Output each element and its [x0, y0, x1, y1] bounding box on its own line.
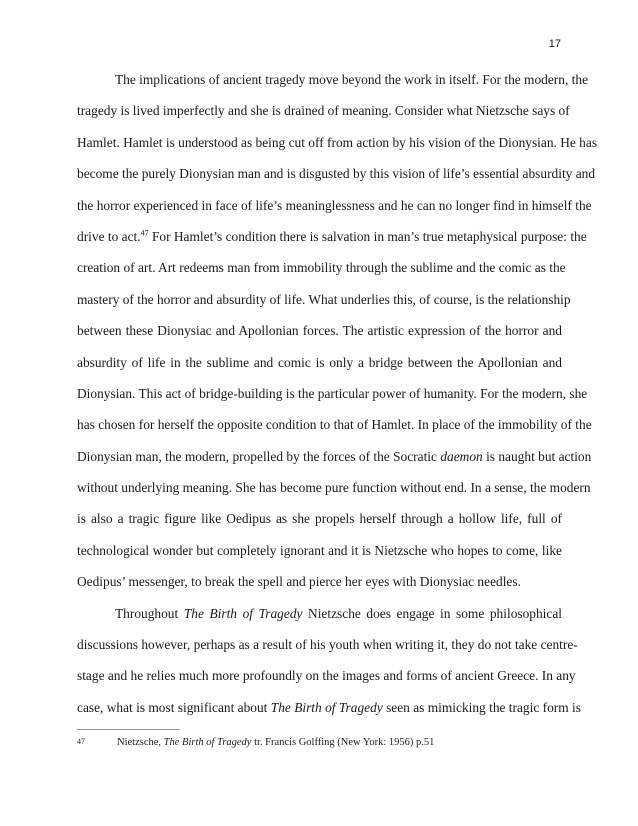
book-title: The Birth of Tragedy — [270, 699, 383, 715]
text-segment: drive to act. — [77, 228, 141, 244]
text-line: Hamlet. Hamlet is understood as being cut off from action by his vision of the Dionysian. He has — [77, 134, 598, 150]
text-line: is also a tragic figure like Oedipus as she propels herself through a hollow life, full of — [77, 511, 562, 527]
text-line — [77, 598, 562, 629]
text-segment: is naught but action — [482, 448, 592, 464]
text-line: become the purely Dionysian man and is disgusted by this vision of life’s essential absurdity and — [77, 166, 596, 182]
text-line: creation of art. Art redeems man from immobility through the sublime and the comic as the — [77, 260, 566, 276]
footnote-reference: 47 — [140, 228, 149, 238]
text-segment: seen as mimicking the tragic form is — [382, 699, 581, 715]
text-segment: Dionysian man, the modern, propelled by the forces of the Socratic — [77, 448, 441, 464]
body-text — [77, 64, 598, 723]
footnote-number: 47 — [77, 737, 85, 746]
text-line: Dionysian. This act of bridge-building is the particular power of humanity. For the modern, she — [77, 385, 588, 401]
text-line: between these Dionysiac and Apollonian forces. The artistic expression of the horror and — [77, 323, 562, 339]
italic-term: daemon — [440, 448, 483, 464]
text-line: technological wonder but completely ignorant and it is Nietzsche who hopes to come, like — [77, 542, 562, 558]
text-line — [77, 441, 592, 472]
text-line: mastery of the horror and absurdity of life. What underlies this, of course, is the relationship — [77, 291, 571, 307]
footnote-citation: tr. Francis Golffing (New York: 1956) p.51 — [251, 737, 435, 748]
book-title: The Birth of Tragedy — [183, 605, 303, 621]
footnote-author: Nietzsche, — [117, 737, 164, 748]
text-line: The implications of ancient tragedy move beyond the work in itself. For the modern, the — [115, 72, 589, 87]
text-line: absurdity of life in the sublime and comic is only a bridge between the Apollonian and — [77, 354, 562, 370]
text-line: Oedipus’ messenger, to break the spell and pierce her eyes with Dionysiac needles. — [77, 574, 521, 590]
footnote — [77, 737, 434, 748]
text-line: the horror experienced in face of life’s meaninglessness and he can no longer find in himself the — [77, 197, 592, 213]
text-line: has chosen for herself the opposite condition to that of Hamlet. In place of the immobility of the — [77, 417, 592, 433]
text-segment: case, what is most significant about — [77, 699, 271, 715]
footnote-book-title: The Birth of Tragedy — [163, 737, 252, 748]
text-segment: Nietzsche does engage in some philosophical — [302, 605, 563, 621]
text-line: tragedy is lived imperfectly and she is drained of meaning. Consider what Nietzsche says of — [77, 103, 570, 119]
text-line: without underlying meaning. She has become pure function without end. In a sense, the modern — [77, 480, 591, 496]
text-segment: Throughout — [115, 605, 184, 621]
text-line — [77, 692, 581, 723]
footnote-divider — [77, 729, 180, 730]
text-line: discussions however, perhaps as a result of his youth when writing it, they do not take centre- — [77, 637, 578, 653]
text-line — [77, 221, 587, 252]
text-line: stage and he relies much more profoundly on the images and forms of ancient Greece. In any — [77, 668, 576, 684]
text-segment: For Hamlet’s condition there is salvation in man’s true metaphysical purpose: the — [148, 228, 587, 244]
page-number: 17 — [548, 38, 561, 50]
